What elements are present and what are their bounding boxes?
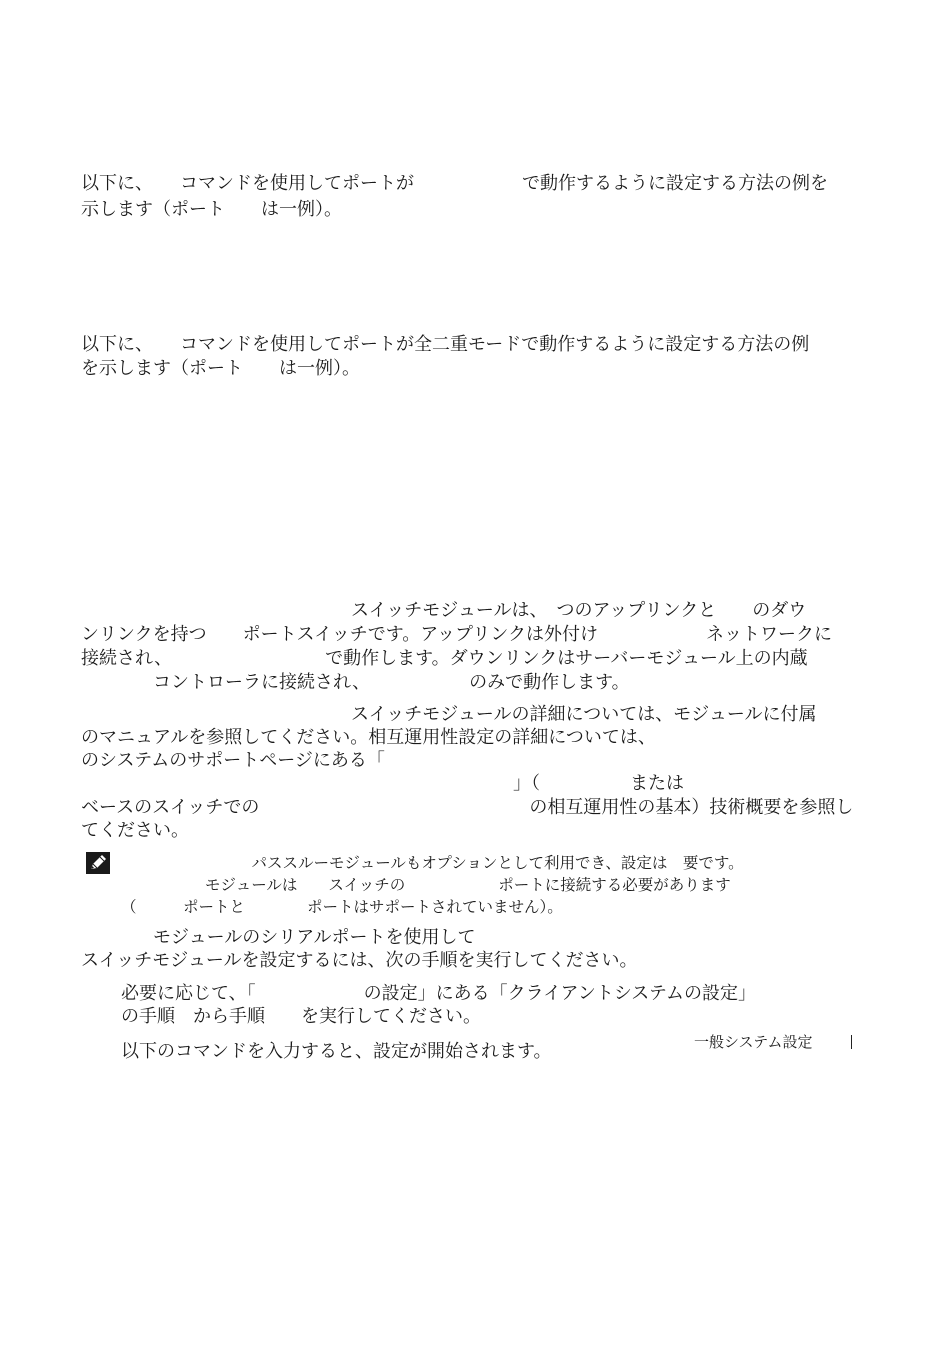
paragraph-5-line-1: モジュールのシリアルポートを使用して [81, 927, 476, 948]
footer-section-title: 一般システム設定 [694, 1033, 813, 1051]
step-2-line-1: 以下のコマンドを入力すると、設定が開始されます。 [121, 1041, 552, 1062]
note-line-3: （ ポートと ポートはサポートされていません）。 [121, 898, 563, 916]
paragraph-3-line-3: 接続され、 で動作します。ダウンリンクはサーバーモジュール上の内蔵 [81, 648, 808, 669]
note-line-2: モジュールは スイッチの ポートに接続する必要があります [81, 876, 731, 894]
paragraph-4-line-5: ベースのスイッチでの の相互運用性の基本）技術概要を参照し [81, 797, 854, 818]
step-1-line-2: の手順 から手順 を実行してください。 [121, 1006, 481, 1027]
paragraph-3-line-4: コントローラに接続され、 のみで動作します。 [81, 672, 630, 693]
note-line-1: パススルーモジュールもオプションとして利用でき、設定は 要です。 [81, 854, 744, 872]
paragraph-2-line-2: を示します（ポート は一例）。 [81, 358, 360, 379]
paragraph-1-line-1: 以下に、 コマンドを使用してポートが で動作するように設定する方法の例を [81, 173, 828, 194]
paragraph-4-line-6: てください。 [81, 820, 189, 841]
paragraph-4-line-2: のマニュアルを参照してください。相互運用性設定の詳細については、 [81, 727, 656, 748]
paragraph-3-line-2: ンリンクを持つ ポートスイッチです。アップリンクは外付け ネットワークに [81, 624, 832, 645]
step-1-line-1: 必要に応じて、「 の設定」にある「クライアントシステムの設定」 [121, 983, 757, 1004]
paragraph-2-line-1: 以下に、 コマンドを使用してポートが全二重モードで動作するように設定する方法の例 [81, 334, 810, 355]
paragraph-3-line-1: スイッチモジュールは、 つのアップリンクと のダウ [81, 600, 807, 621]
footer-divider [851, 1035, 852, 1049]
paragraph-5-line-2: スイッチモジュールを設定するには、次の手順を実行してください。 [81, 950, 638, 971]
paragraph-1-line-2: 示します（ポート は一例）。 [81, 199, 342, 220]
paragraph-4-line-3: のシステムのサポートページにある「 [81, 750, 385, 771]
paragraph-4-line-1: スイッチモジュールの詳細については、モジュールに付属 [81, 704, 817, 725]
paragraph-4-line-4: 」（ または [81, 773, 684, 794]
